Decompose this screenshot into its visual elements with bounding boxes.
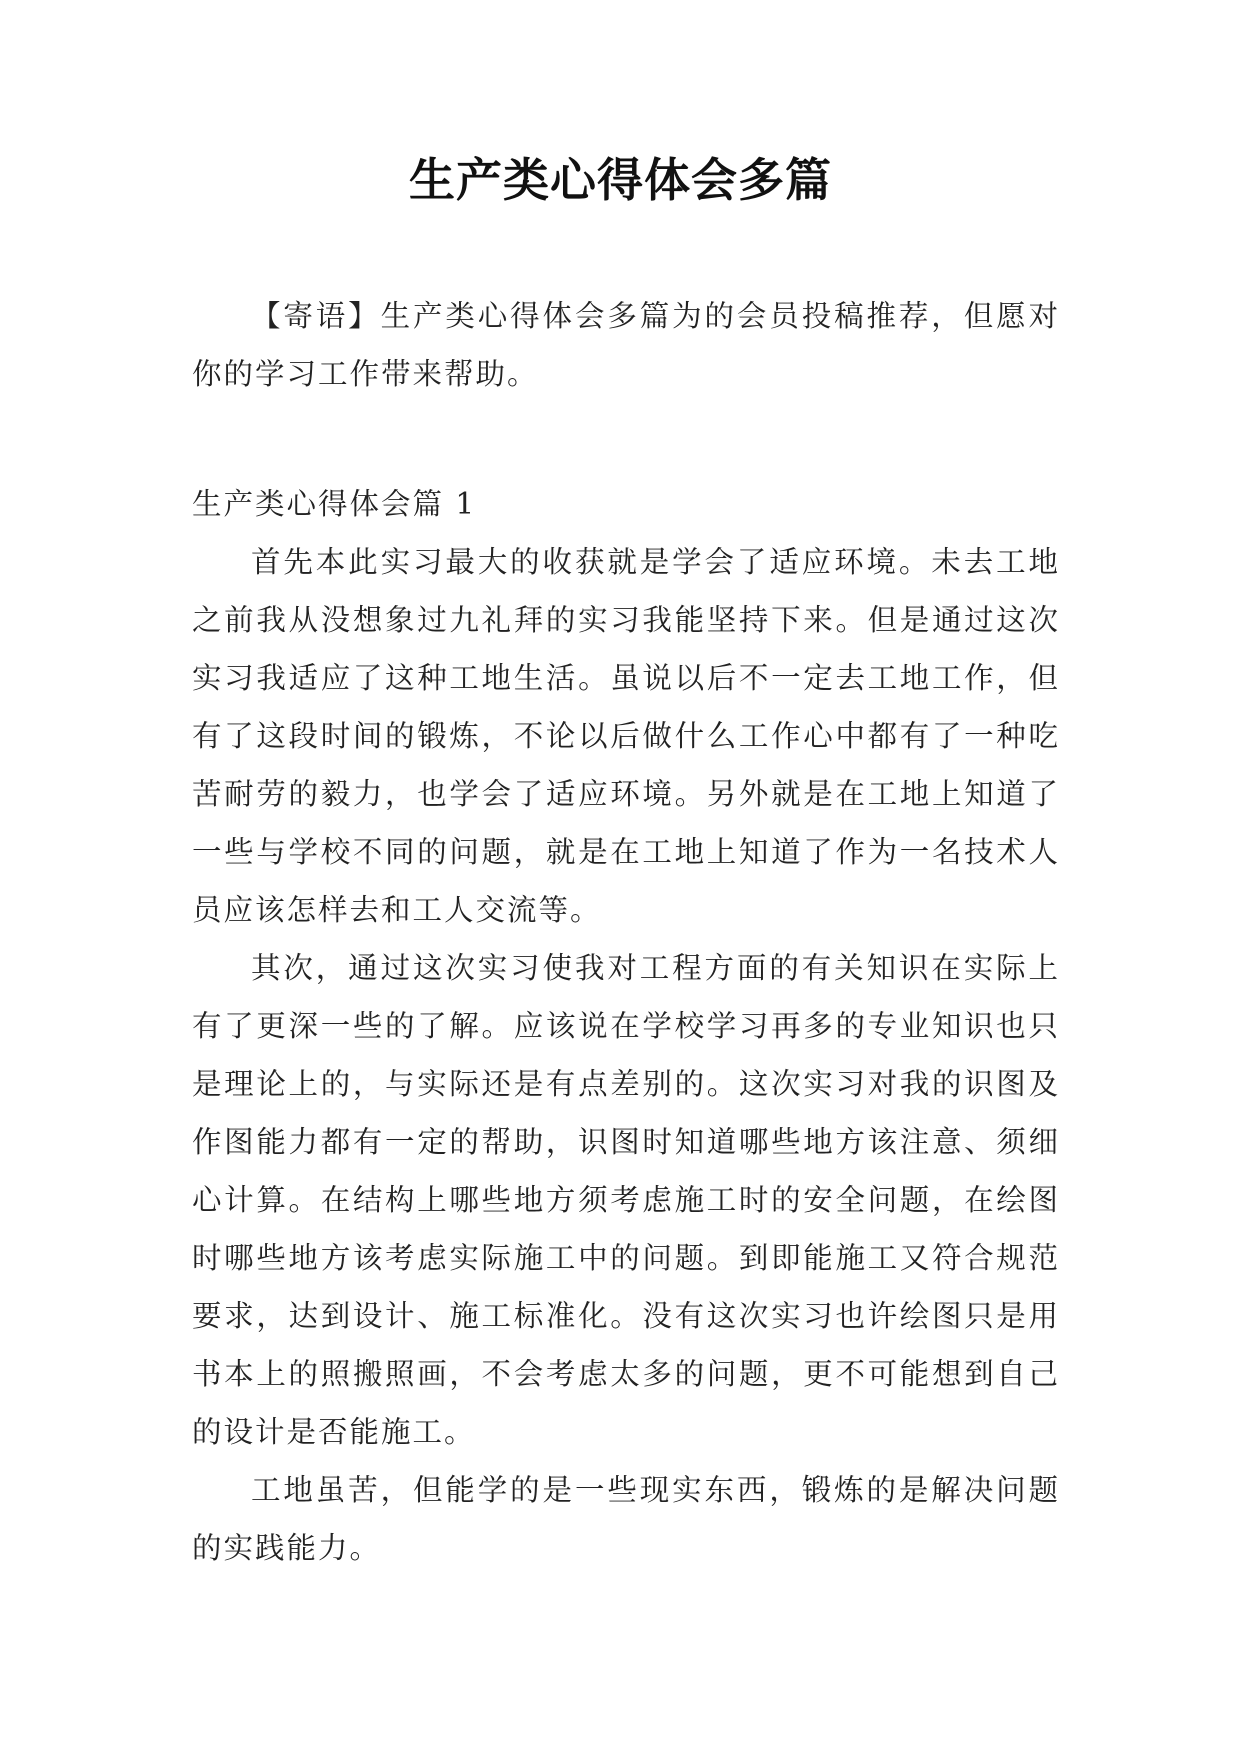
body-paragraph-3: 工地虽苦，但能学的是一些现实东西，锻炼的是解决问题的实践能力。 <box>192 1473 1060 1565</box>
section-heading: 生产类心得体会篇 1 <box>192 487 477 521</box>
preface-paragraph: 【寄语】生产类心得体会多篇为的会员投稿推荐，但愿对你的学习工作带来帮助。 <box>192 299 1060 391</box>
body-paragraph-2: 其次，通过这次实习使我对工程方面的有关知识在实际上有了更深一些的了解。应该说在学校学习再多的专业知识也只是理论上的，与实际还是有点差别的。这次实习对我的识图及作图能力都有一定的帮助，识图时知道哪些地方该注意、须细心计算。在结构上哪些地方须考虑施工时的安全问题，在绘图时哪些地方该考虑实际施工中的问题。到即能施工又符合规范要求，达到设计、施工标准化。没有这次实习也许绘图只是用书本上的照搬照画，不会考虑太多的问题，更不可能想到自己的设计是否能施工。 <box>192 951 1060 1449</box>
document-title: 生产类心得体会多篇 <box>409 153 832 207</box>
document-body <box>192 287 1060 1577</box>
body-paragraph-1: 首先本此实习最大的收获就是学会了适应环境。未去工地之前我从没想象过九礼拜的实习我能坚持下来。但是通过这次实习我适应了这种工地生活。虽说以后不一定去工地工作，但有了这段时间的锻炼，不论以后做什么工作心中都有了一种吃苦耐劳的毅力，也学会了适应环境。另外就是在工地上知道了一些与学校不同的问题，就是在工地上知道了作为一名技术人员应该怎样去和工人交流等。 <box>192 545 1060 927</box>
